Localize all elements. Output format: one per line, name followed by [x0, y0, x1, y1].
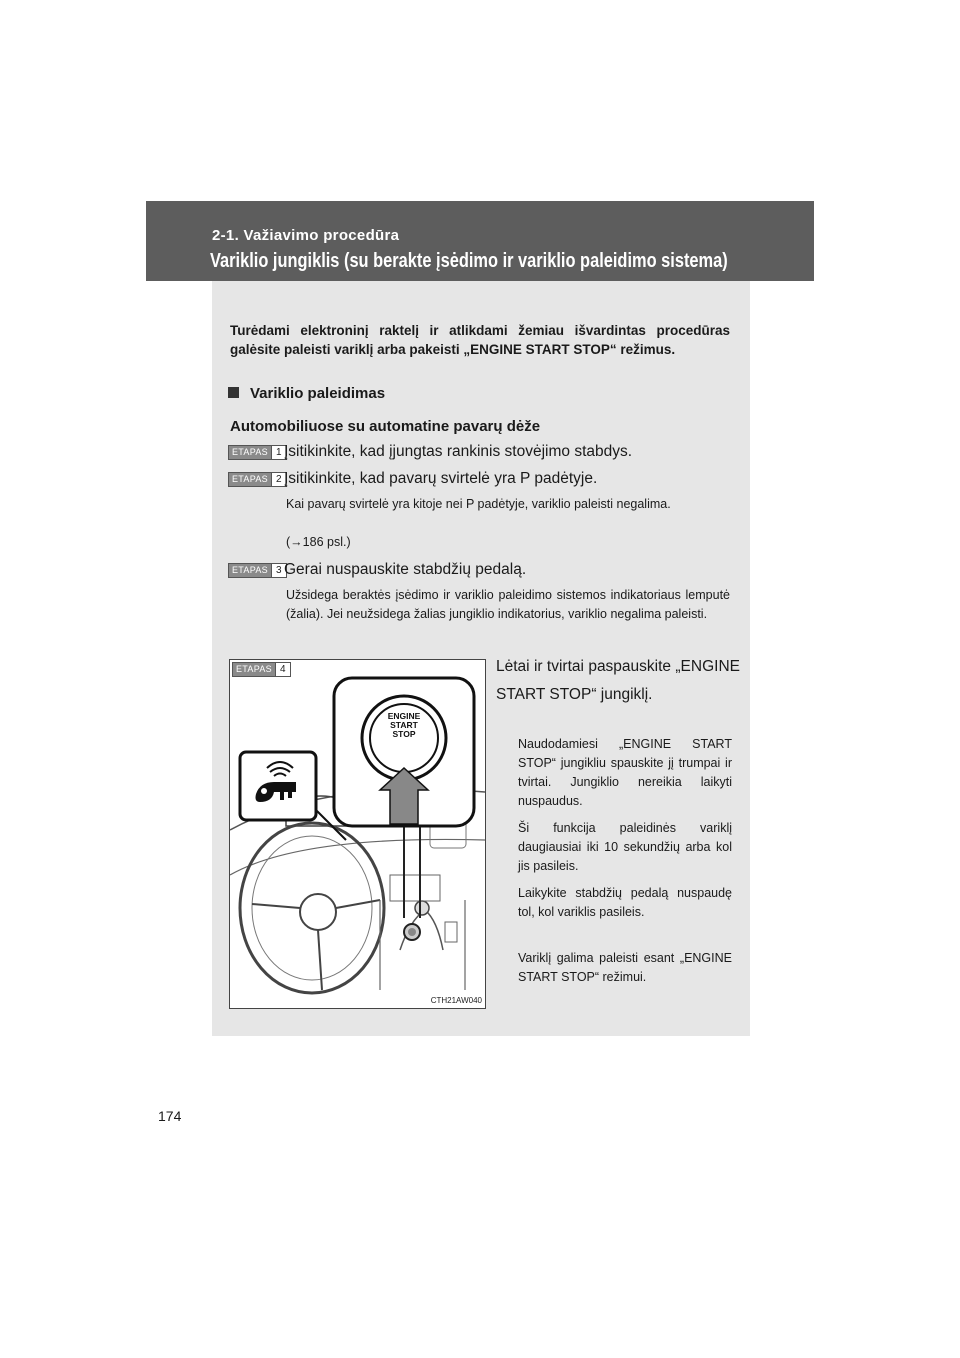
step-badge-3 — [228, 563, 287, 578]
step-badge-label: ETAPAS — [229, 564, 271, 577]
page-title: Variklio jungiklis (su berakte įsėdimo ir variklio paleidimo sistema) — [210, 250, 728, 272]
button-label-line: START — [390, 720, 418, 730]
step-badge-1 — [228, 445, 287, 460]
engine-start-figure — [229, 659, 486, 1009]
step-badge-label: ETAPAS — [229, 446, 271, 459]
intro-text: Turėdami elektroninį raktelį ir atlikdami žemiau išvardintas procedūras galėsite paleisti variklį arba pakeisti „ENGINE START STOP“ režimus. — [230, 323, 730, 357]
step-badge-label: ETAPAS — [229, 473, 271, 486]
step-badge-2 — [228, 472, 287, 487]
square-bullet-icon — [228, 387, 239, 398]
step-2-page-ref: (→186 psl.) — [286, 535, 351, 549]
step-badge-number: 2 — [271, 473, 286, 486]
step-3-text: Gerai nuspauskite stabdžių pedalą. — [284, 561, 527, 578]
step-badge-number: 4 — [275, 663, 290, 676]
chapter-header — [146, 201, 814, 281]
button-label-line: ENGINE — [387, 711, 421, 721]
sub-heading: Automobiliuose su automatine pavarų dėže — [230, 418, 541, 435]
button-label-line: STOP — [392, 729, 416, 739]
step-3-note: Užsidega beraktės įsėdimo ir variklio paleidimo sistemos indikatoriaus lemputė (žalia). Jei neužsidega žalias jungiklio indikatorius, variklio negalima paleisti. — [286, 588, 730, 621]
step-badge-number: 3 — [271, 564, 286, 577]
step-badge-4 — [232, 662, 291, 677]
dashboard-illustration — [230, 660, 485, 1008]
step-badge-number: 1 — [271, 446, 286, 459]
figure-code: CTH21AW040 — [430, 996, 482, 1005]
page-number: 174 — [158, 1108, 182, 1124]
step-1-text: Įsitikinkite, kad įjungtas rankinis stovėjimo stabdys. — [284, 443, 633, 460]
bullet-heading — [228, 385, 385, 402]
step-2-text: Įsitikinkite, kad pavarų svirtelė yra P padėtyje. — [284, 470, 598, 487]
step-4-text: Lėtai ir tvirtai paspauskite „ENGINE START STOP“ jungiklį. — [496, 658, 740, 703]
step-badge-label: ETAPAS — [233, 663, 275, 676]
note-brake: Laikykite stabdžių pedalą nuspaudę tol, kol variklis pasileis. — [518, 886, 732, 919]
note-press-briefly: Naudodamiesi „ENGINE START STOP“ jungikliu spauskite jį trumpai ir tvirtai. Jungiklio nereikia laikyti nuspaudus. — [518, 737, 732, 808]
content-panel — [212, 281, 750, 1036]
note-cranking: Ši funkcija paleidinės variklį daugiausiai iki 10 sekundžių arba kol jis pasileis. — [518, 821, 732, 873]
section-label: 2-1. Važiavimo procedūra — [212, 227, 400, 244]
note-mode: Variklį galima paleisti esant „ENGINE START STOP“ režimui. — [518, 951, 732, 984]
bullet-heading-text: Variklio paleidimas — [250, 385, 386, 402]
start-button-label — [384, 712, 424, 739]
step-2-note: Kai pavarų svirtelė yra kitoje nei P padėtyje, variklio paleisti negalima. — [286, 497, 671, 511]
